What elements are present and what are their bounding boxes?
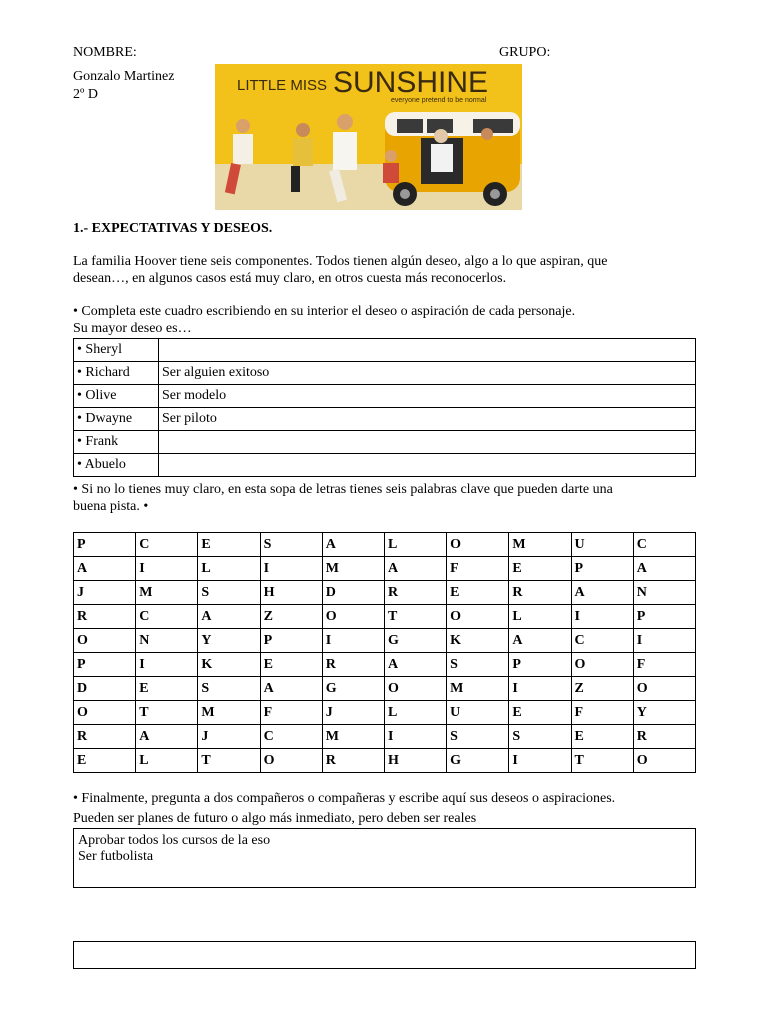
soup-cell: N <box>633 581 695 605</box>
movie-poster-image <box>215 64 522 210</box>
soup-cell: C <box>633 533 695 557</box>
soup-cell: E <box>136 677 198 701</box>
soup-cell: A <box>633 557 695 581</box>
poster-tagline: everyone pretend to be normal <box>391 97 487 104</box>
soup-cell: L <box>198 557 260 581</box>
soup-cell: R <box>509 581 571 605</box>
soup-cell: L <box>136 749 198 773</box>
character-name: • Abuelo <box>74 454 159 477</box>
soup-cell: O <box>447 533 509 557</box>
soup-cell: H <box>260 581 322 605</box>
soup-cell: C <box>136 533 198 557</box>
soup-cell: R <box>74 605 136 629</box>
soup-cell: S <box>447 725 509 749</box>
soup-cell: P <box>74 533 136 557</box>
table-row <box>74 339 696 362</box>
soup-cell: S <box>509 725 571 749</box>
character-name: • Sheryl <box>74 339 159 362</box>
instruction-line-1: • Completa este cuadro escribiendo en su interior el deseo o aspiración de cada personaje. <box>73 304 576 319</box>
soup-cell: K <box>198 653 260 677</box>
answer-1: Aprobar todos los cursos de la eso <box>78 833 271 848</box>
soup-cell: D <box>74 677 136 701</box>
answers-box[interactable] <box>73 828 696 888</box>
soup-cell: F <box>447 557 509 581</box>
soup-cell: M <box>509 533 571 557</box>
soup-cell: P <box>509 653 571 677</box>
soup-cell: R <box>74 725 136 749</box>
soup-cell: A <box>384 653 446 677</box>
soup-cell: E <box>509 701 571 725</box>
table-row <box>74 454 696 477</box>
soup-cell: E <box>447 581 509 605</box>
table-row <box>74 408 696 431</box>
soup-row <box>74 557 696 581</box>
soup-row <box>74 749 696 773</box>
soup-cell: K <box>447 629 509 653</box>
soup-intro-line-1: • Si no lo tienes muy claro, en esta sopa de letras tienes seis palabras clave que pueden darte una <box>73 482 613 497</box>
soup-row <box>74 725 696 749</box>
soup-cell: P <box>633 605 695 629</box>
soup-cell: O <box>633 677 695 701</box>
soup-cell: I <box>571 605 633 629</box>
soup-cell: T <box>136 701 198 725</box>
group-label: GRUPO: <box>499 45 551 60</box>
soup-cell: Y <box>198 629 260 653</box>
character-wish[interactable]: Ser modelo <box>159 385 696 408</box>
student-name: Gonzalo Martinez <box>73 69 175 84</box>
soup-cell: M <box>136 581 198 605</box>
soup-cell: N <box>136 629 198 653</box>
soup-cell: J <box>322 701 384 725</box>
final-instruction-line-1: • Finalmente, pregunta a dos compañeros o compañeras y escribe aquí sus deseos o aspiraciones. <box>73 791 616 806</box>
soup-row <box>74 629 696 653</box>
soup-cell: T <box>571 749 633 773</box>
soup-cell: U <box>447 701 509 725</box>
character-name: • Olive <box>74 385 159 408</box>
character-name: • Richard <box>74 362 159 385</box>
character-name: • Frank <box>74 431 159 454</box>
soup-cell: I <box>136 557 198 581</box>
soup-cell: A <box>509 629 571 653</box>
soup-cell: P <box>74 653 136 677</box>
soup-cell: A <box>260 677 322 701</box>
soup-cell: P <box>260 629 322 653</box>
word-soup-grid <box>73 532 696 773</box>
soup-intro-line-2: buena pista. • <box>73 499 149 514</box>
soup-cell: F <box>571 701 633 725</box>
wishes-table <box>73 338 696 477</box>
soup-cell: H <box>384 749 446 773</box>
soup-cell: T <box>198 749 260 773</box>
student-group: 2º D <box>73 87 98 102</box>
character-wish[interactable]: Ser alguien exitoso <box>159 362 696 385</box>
soup-cell: P <box>571 557 633 581</box>
soup-cell: M <box>322 725 384 749</box>
poster-title-small: LITTLE MISS <box>237 77 328 94</box>
soup-cell: J <box>74 581 136 605</box>
soup-cell: Z <box>571 677 633 701</box>
soup-cell: A <box>322 533 384 557</box>
soup-cell: G <box>322 677 384 701</box>
character-wish[interactable] <box>159 454 696 477</box>
soup-cell: L <box>384 533 446 557</box>
soup-cell: A <box>74 557 136 581</box>
instruction-line-2: Su mayor deseo es… <box>73 321 192 336</box>
soup-cell: O <box>74 701 136 725</box>
soup-cell: S <box>447 653 509 677</box>
character-wish[interactable] <box>159 431 696 454</box>
soup-cell: M <box>198 701 260 725</box>
soup-row <box>74 533 696 557</box>
soup-cell: E <box>571 725 633 749</box>
soup-cell: C <box>571 629 633 653</box>
soup-cell: J <box>198 725 260 749</box>
soup-cell: A <box>198 605 260 629</box>
soup-cell: A <box>571 581 633 605</box>
soup-cell: O <box>447 605 509 629</box>
soup-cell: E <box>198 533 260 557</box>
soup-cell: R <box>384 581 446 605</box>
empty-answer-box[interactable] <box>73 941 696 969</box>
character-name: • Dwayne <box>74 408 159 431</box>
soup-cell: I <box>260 557 322 581</box>
soup-cell: F <box>633 653 695 677</box>
soup-cell: Z <box>260 605 322 629</box>
soup-row <box>74 581 696 605</box>
soup-cell: M <box>447 677 509 701</box>
soup-cell: Y <box>633 701 695 725</box>
section-title: 1.- EXPECTATIVAS Y DESEOS. <box>73 221 273 236</box>
table-row <box>74 362 696 385</box>
soup-cell: M <box>322 557 384 581</box>
soup-cell: S <box>198 677 260 701</box>
soup-cell: R <box>322 653 384 677</box>
soup-cell: G <box>384 629 446 653</box>
table-row <box>74 431 696 454</box>
soup-cell: S <box>260 533 322 557</box>
soup-cell: G <box>447 749 509 773</box>
answer-2: Ser futbolista <box>78 849 154 864</box>
soup-cell: S <box>198 581 260 605</box>
final-instruction-line-2: Pueden ser planes de futuro o algo más inmediato, pero deben ser reales <box>73 811 477 826</box>
soup-cell: R <box>322 749 384 773</box>
soup-cell: I <box>384 725 446 749</box>
soup-cell: D <box>322 581 384 605</box>
soup-cell: E <box>509 557 571 581</box>
soup-cell: O <box>384 677 446 701</box>
table-row <box>74 385 696 408</box>
soup-cell: O <box>633 749 695 773</box>
soup-cell: C <box>136 605 198 629</box>
soup-cell: O <box>260 749 322 773</box>
soup-cell: O <box>74 629 136 653</box>
soup-cell: F <box>260 701 322 725</box>
soup-cell: A <box>384 557 446 581</box>
soup-cell: E <box>260 653 322 677</box>
intro-line-1: La familia Hoover tiene seis componentes. Todos tienen algún deseo, algo a lo que aspiran, que <box>73 254 608 269</box>
name-label: NOMBRE: <box>73 45 137 60</box>
soup-cell: C <box>260 725 322 749</box>
soup-row <box>74 677 696 701</box>
soup-cell: L <box>384 701 446 725</box>
soup-cell: L <box>509 605 571 629</box>
soup-cell: O <box>571 653 633 677</box>
soup-row <box>74 605 696 629</box>
poster-title-big: SUNSHINE <box>333 66 489 99</box>
soup-cell: I <box>633 629 695 653</box>
character-wish[interactable]: Ser piloto <box>159 408 696 431</box>
soup-cell: T <box>384 605 446 629</box>
soup-cell: I <box>136 653 198 677</box>
soup-cell: R <box>633 725 695 749</box>
character-wish[interactable] <box>159 339 696 362</box>
soup-cell: O <box>322 605 384 629</box>
poster-artwork <box>215 64 522 210</box>
soup-cell: E <box>74 749 136 773</box>
intro-line-2: desean…, en algunos casos está muy claro, en otros cuesta más reconocerlos. <box>73 271 507 286</box>
soup-cell: I <box>509 749 571 773</box>
soup-row <box>74 701 696 725</box>
soup-cell: I <box>322 629 384 653</box>
soup-row <box>74 653 696 677</box>
soup-cell: U <box>571 533 633 557</box>
soup-cell: I <box>509 677 571 701</box>
soup-cell: A <box>136 725 198 749</box>
